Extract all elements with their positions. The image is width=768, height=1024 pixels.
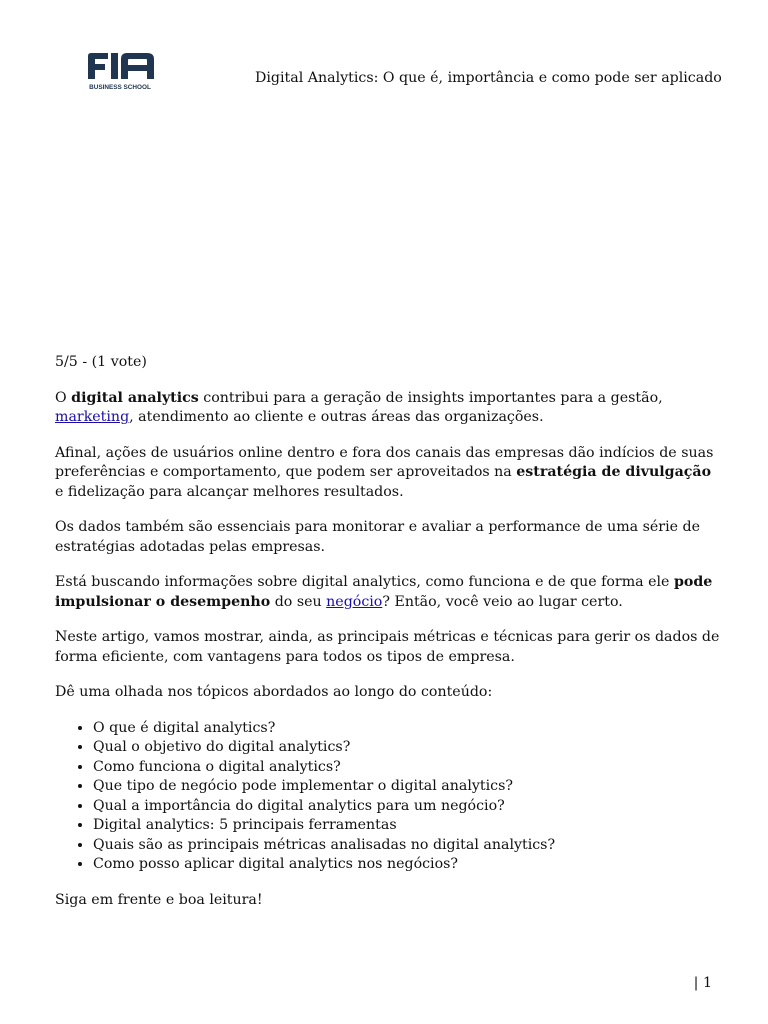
list-item: • Que tipo de negócio pode implementar o digital analytics? <box>93 777 723 797</box>
article-body <box>55 353 723 926</box>
negocio-link[interactable]: negócio <box>326 593 383 610</box>
paragraph-3: Os dados também são essenciais para monitorar e avaliar a performance de uma série de estratégias adotadas pelas empresas. <box>55 519 701 555</box>
fia-business-school-logo <box>84 50 158 92</box>
list-item: • Qual o objetivo do digital analytics? <box>93 738 723 758</box>
list-item: • Como funciona o digital analytics? <box>93 758 723 778</box>
list-item: • O que é digital analytics? <box>93 719 723 739</box>
closing-paragraph: Siga em frente e boa leitura! <box>55 891 263 908</box>
list-item: • Quais são as principais métricas analisadas no digital analytics? <box>93 836 723 856</box>
list-item: • Como posso aplicar digital analytics nos negócios? <box>93 855 723 875</box>
svg-text:BUSINESS SCHOOL: BUSINESS SCHOOL <box>89 84 151 91</box>
topics-list <box>55 719 723 875</box>
paragraph-6: Dê uma olhada nos tópicos abordados ao longo do conteúdo: <box>55 684 493 700</box>
rating-text: 5/5 - (1 vote) <box>55 354 147 370</box>
paragraph-5: Neste artigo, vamos mostrar, ainda, as principais métricas e técnicas para gerir os dados de forma eficiente, com vantagens para todos os tipos de empresa. <box>55 629 720 665</box>
list-item: • Digital analytics: 5 principais ferramentas <box>93 816 723 836</box>
list-item: • Qual a importância do digital analytics para um negócio? <box>93 797 723 817</box>
page-number: | 1 <box>693 975 712 991</box>
marketing-link[interactable]: marketing <box>55 409 130 425</box>
bold-term: digital analytics <box>71 389 199 406</box>
fia-logo-icon <box>84 50 158 92</box>
bold-term: estratégia de divulgação <box>516 464 712 480</box>
intro-paragraph: O digital analytics contribui para a geração de insights importantes para a gestão, marketing, atendimento ao cliente e outras áreas das organizações. <box>55 389 663 425</box>
document-header-title: Digital Analytics: O que é, importância e como pode ser aplicado <box>255 70 722 86</box>
paragraph-4: Está buscando informações sobre digital analytics, como funciona e de que forma ele pode impulsionar o desempenho do seu negócio? Então, você veio ao lugar certo. <box>55 574 713 610</box>
bold-term: pode impulsionar o desempenho <box>55 574 713 610</box>
paragraph-2: Afinal, ações de usuários online dentro e fora dos canais das empresas dão indícios de suas preferências e comportamento, que podem ser aproveitados na estratégia de divulgação e fidelização para alcançar melhores resultados. <box>55 444 714 500</box>
